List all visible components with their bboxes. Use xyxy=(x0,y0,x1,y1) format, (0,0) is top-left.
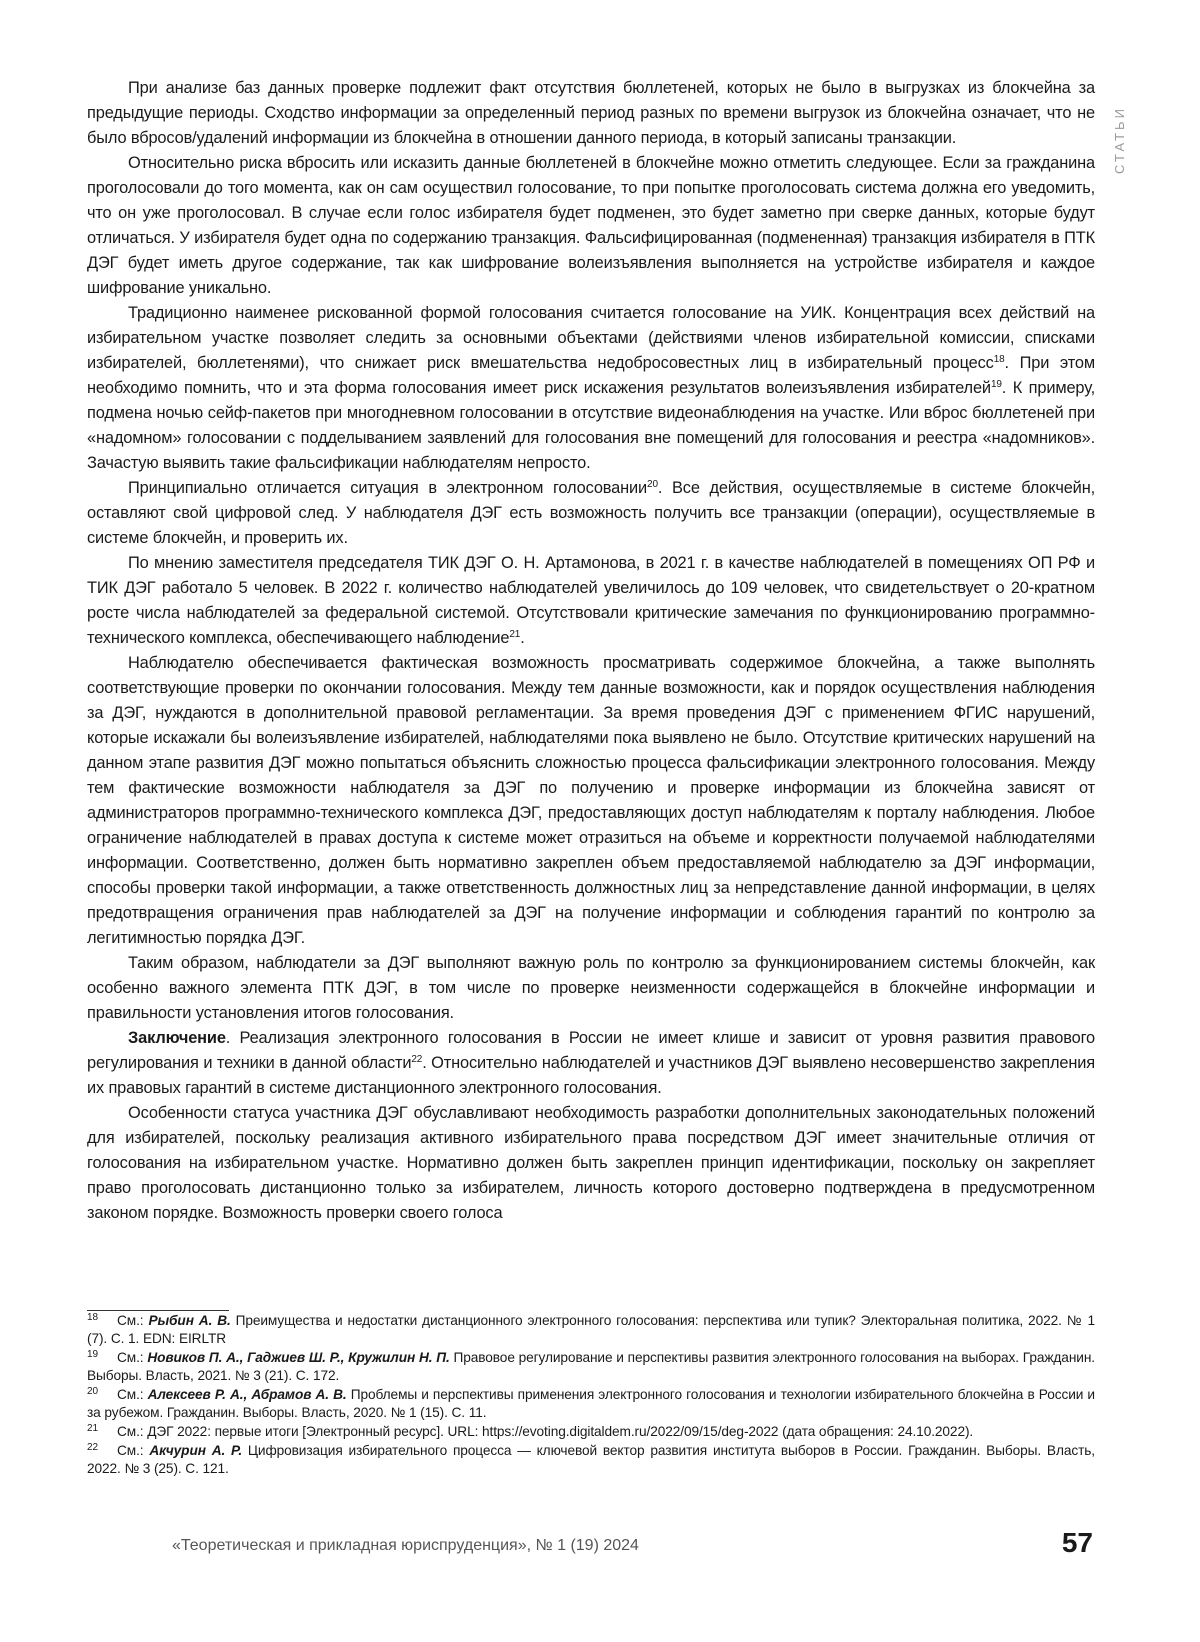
footnote-ref[interactable]: 21 xyxy=(509,629,521,640)
paragraph xyxy=(87,551,1095,651)
conclusion-paragraph xyxy=(87,1026,1095,1101)
footnote-text: Проблемы и перспективы применения электронного голосования и технологии избирательного блокчейна в России и за рубежом. Гражданин. Выборы. Власть, 2020. № 1 (15). С. 11. xyxy=(87,1387,1095,1420)
footnote-ref[interactable]: 20 xyxy=(647,479,658,490)
footnote-text[interactable]: ДЭГ 2022: первые итоги [Электронный ресурс]. URL: https://evoting.digitaldem.ru/2022/09/15/deg-2022 (дата обращения: 24.10.2022). xyxy=(147,1424,974,1439)
footnote-prefix: См.: xyxy=(117,1424,148,1439)
paragraph-text: Таким образом, наблюдатели за ДЭГ выполняют важную роль по контролю за функционированием системы блокчейн, как особенно важного элемента ПТК ДЭГ, в том числе по проверке неизменности содержащейся в блокчейне информации и правильности установления итогов голосования. xyxy=(87,954,1095,1022)
footnote-prefix: См.: xyxy=(117,1387,148,1402)
paragraph xyxy=(87,951,1095,1026)
section-label: СТАТЬИ xyxy=(1112,106,1127,174)
footnote-text: Правовое регулирование и перспективы развития электронного голосования на выборах. Гражданин. Выборы. Власть, 2021. № 3 (21). С. 172. xyxy=(87,1350,1095,1383)
footnote-prefix: См.: xyxy=(117,1443,150,1458)
footnote: 21 См.: ДЭГ 2022: первые итоги [Электронный ресурс]. URL: https://evoting.digitaldem.ru/2022/09/15/deg-2022 (дата обращения: 24.10.2022). xyxy=(87,1423,974,1439)
footnote-text: Преимущества и недостатки дистанционного электронного голосования: перспектива или тупик? Электоральная политика, 2022. № 1 (7). С. 1. EDN: EIRLTR xyxy=(87,1313,1095,1346)
conclusion-heading: Заключение xyxy=(128,1029,226,1047)
paragraph-text: При анализе баз данных проверке подлежит факт отсутствия бюллетеней, которых не было в выгрузках из блокчейна за предыдущие периоды. Сходство информации за определенный период разных по времени выгрузок из блокчейна означает, что не было вбросов/удалений информации из блокчейна в отношении данного периода, в который записаны транзакции. xyxy=(87,79,1095,147)
paragraph-text: Относительно риска вбросить или исказить данные бюллетеней в блокчейне можно отметить следующее. Если за гражданина проголосовали до того момента, как он сам осуществил голосование, то при попытке проголосовать система должна его уведомить, что он уже проголосовал. В случае если голос избирателя будет подменен, это будет заметно при сверке данных, которые будут отличаться. У избирателя будет одна по содержанию транзакция. Фальсифицированная (подмененная) транзакция избирателя в ПТК ДЭГ будет иметь другое содержание, так как шифрование волеизъявления выполняется на устройстве избирателя и каждое шифрование уникально. xyxy=(87,154,1095,297)
paragraph-text: По мнению заместителя председателя ТИК ДЭГ О. Н. Артамонова, в 2021 г. в качестве наблюдателей в помещениях ОП РФ и ТИК ДЭГ работало 5 человек. В 2022 г. количество наблюдателей увеличилось до 109 человек, что свидетельствует о 20-кратном росте числа наблюдателей за федеральной системой. Отсутствовали критические замечания по функционированию программно-технического комплекса, обеспечивающего наблюдение xyxy=(87,554,1095,647)
paragraph xyxy=(87,1101,1095,1226)
paragraph-text: Особенности статуса участника ДЭГ обуславливают необходимость разработки дополнительных законодательных положений для избирателей, поскольку реализация активного избирательного права посредством ДЭГ имеет значительные отличия от голосования на избирательном участке. Нормативно должен быть закреплен принцип идентификации, поскольку он закрепляет право проголосовать дистанционно только за избирателем, личность которого достоверно подтверждена в предусмотренном законом порядке. Возможность проверки своего голоса xyxy=(87,1104,1095,1222)
footnote-prefix: См.: xyxy=(117,1313,149,1328)
paragraph-text: . xyxy=(520,629,525,647)
footnote-ref[interactable]: 22 xyxy=(411,1054,423,1065)
footnote-ref[interactable]: 19 xyxy=(990,379,1002,390)
footnote-divider xyxy=(87,1310,229,1311)
footnote-text: Цифровизация избирательного процесса — ключевой вектор развития института выборов в России. Гражданин. Выборы. Власть, 2022. № 3 (25). С. 121. xyxy=(87,1443,1095,1476)
footnote-author: Новиков П. А., Гаджиев Ш. Р., Кружилин Н. П. xyxy=(147,1350,450,1365)
footnote-author: Рыбин А. В. xyxy=(148,1313,231,1328)
paragraph-text: Традиционно наименее рискованной формой голосования считается голосование на УИК. Концентрация всех действий на избирательном участке позволяет следить за основными объектами (действиями членов избирательной комиссии, списками избирателей, бюллетенями), что снижает риск вмешательства недобросовестных лиц в избирательный процесс xyxy=(87,304,1095,372)
paragraph-text: Наблюдателю обеспечивается фактическая возможность просматривать содержимое блокчейна, а также выполнять соответствующие проверки по окончании голосования. Между тем данные возможности, как и порядок осуществления наблюдения за ДЭГ, нуждаются в дополнительной правовой регламентации. За время проведения ДЭГ с применением ФГИС нарушений, которые искажали бы волеизъявление избирателей, наблюдателями пока выявлено не было. Отсутствие критических нарушений на данном этапе развития ДЭГ можно попытаться объяснить сложностью процесса фальсификации электронного голосования. Между тем фактические возможности наблюдателя за ДЭГ по получению и проверке информации из блокчейна зависят от администраторов программно-технического комплекса ДЭГ, предоставляющих доступ наблюдателям к порталу наблюдения. Любое ограничение наблюдателей в правах доступа к системе может отразиться на объеме и корректности получаемой наблюдателями информации. Соответственно, должен быть нормативно закреплен объем предоставляемой наблюдателю за ДЭГ информации, способы проверки такой информации, а также ответственность должностных лиц за непредставление данной информации, в целях предотвращения ограничения прав наблюдателей за ДЭГ на получение информации и соблюдения гарантий по контролю за легитимностью порядка ДЭГ. xyxy=(87,654,1095,947)
paragraph xyxy=(87,476,1095,551)
paragraph xyxy=(87,651,1095,951)
journal-footer: «Теоретическая и прикладная юриспруденция», № 1 (19) 2024 xyxy=(172,1537,639,1554)
paragraph-text: . Реализация электронного голосования в России не имеет клише и зависит от уровня развития правового регулирования и техники в данной области xyxy=(87,1029,1095,1072)
footnote-author: Акчурин А. Р. xyxy=(149,1443,243,1458)
paragraph xyxy=(87,301,1095,476)
paragraph xyxy=(87,151,1095,301)
footnote-author: Алексеев Р. А., Абрамов А. В. xyxy=(147,1387,347,1402)
footnotes xyxy=(87,1312,1095,1479)
paragraph xyxy=(87,76,1095,151)
article-body xyxy=(87,76,1095,1226)
paragraph-text: . К примеру, подмена ночью сейф-пакетов при многодневном голосовании в отсутствие видеонаблюдения на участке. Или вброс бюллетеней при «надомном» голосовании с подделыванием заявлений для голосования вне помещений для голосования и реестра «надомников». Зачастую выявить такие фальсификации наблюдателям непросто. xyxy=(87,379,1095,472)
paragraph-text: . Относительно наблюдателей и участников ДЭГ выявлено несовершенство закрепления их правовых гарантий в системе дистанционного электронного голосования. xyxy=(87,1054,1095,1097)
footnote-ref[interactable]: 18 xyxy=(993,354,1005,365)
paragraph-text: . При этом необходимо помнить, что и эта форма голосования имеет риск искажения результатов волеизъявления избирателей xyxy=(87,354,1095,397)
paragraph-text: . Все действия, осуществляемые в системе блокчейн, оставляют свой цифровой след. У наблюдателя ДЭГ есть возможность получить все транзакции (операции), осуществляемые в системе блокчейн, и проверить их. xyxy=(87,479,1095,547)
footnote: 18 См.: Рыбин А. В. Преимущества и недостатки дистанционного электронного голосования: перспектива или тупик? Электоральная политика, 2022. № 1 (7). С. 1. EDN: EIRLTR xyxy=(87,1312,1095,1346)
footnote: 19 См.: Новиков П. А., Гаджиев Ш. Р., Кружилин Н. П. Правовое регулирование и перспективы развития электронного голосования на выборах. Гражданин. Выборы. Власть, 2021. № 3 (21). С. 172. xyxy=(87,1349,1095,1383)
footnote-prefix: См.: xyxy=(117,1350,148,1365)
footnote: 20 См.: Алексеев Р. А., Абрамов А. В. Проблемы и перспективы применения электронного голосования и технологии избирательного блокчейна в России и за рубежом. Гражданин. Выборы. Власть, 2020. № 1 (15). С. 11. xyxy=(87,1386,1095,1420)
paragraph-text: Принципиально отличается ситуация в электронном голосовании xyxy=(128,479,648,497)
page-number: 57 xyxy=(1061,1527,1093,1558)
footnote: 22 См.: Акчурин А. Р. Цифровизация избирательного процесса — ключевой вектор развития института выборов в России. Гражданин. Выборы. Власть, 2022. № 3 (25). С. 121. xyxy=(87,1442,1095,1476)
